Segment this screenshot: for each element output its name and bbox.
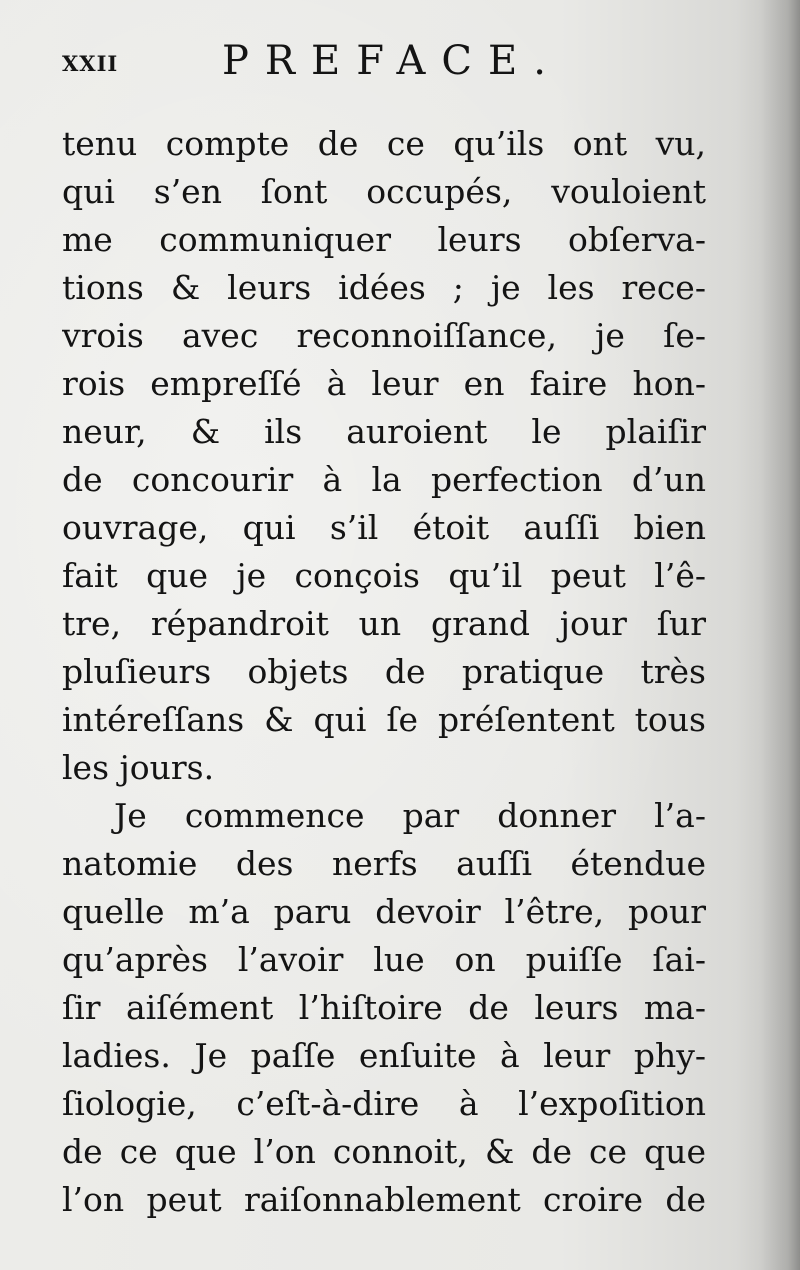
text-line: rois empreſſé à leur en faire hon- [62,364,706,403]
text-line: intéreſſans & qui ſe préſentent tous [62,700,706,739]
paragraph [62,792,706,1224]
text-line: ſiologie, c’eſt-à-dire à l’expoſition [62,1084,706,1123]
text-line: l’on peut raiſonnablement croire de [62,1180,706,1219]
text-line: qui s’en ſont occupés, vouloient [62,172,706,211]
text-line: ouvrage, qui s’il étoit auſſi bien [62,508,706,547]
text-line: me communiquer leurs obſerva- [62,220,706,259]
page-edge-shadow [760,0,800,1270]
text-line: pluſieurs objets de pratique très [62,652,706,691]
text-line: neur, & ils auroient le plaiſir [62,412,706,451]
text-line: les jours. [62,748,215,787]
text-line: de ce que l’on connoit, & de ce que [62,1132,706,1171]
text-line: de concourir à la perfection d’un [62,460,706,499]
body-text [62,120,706,1224]
text-line: natomie des nerfs auſſi étendue [62,844,706,883]
text-line: Je commence par donner l’a- [114,796,706,835]
text-line: qu’après l’avoir lue on puiſſe ſai- [62,940,706,979]
text-line: ſir aiſément l’hiſtoire de leurs ma- [62,988,706,1027]
text-line: vrois avec reconnoiſſance, je ſe- [62,316,706,355]
text-line: tenu compte de ce qu’ils ont vu, [62,124,706,163]
text-line: tre, répandroit un grand jour ſur [62,604,706,643]
paragraph [62,120,706,792]
text-line: quelle m’a paru devoir l’être, pour [62,892,706,931]
page-header [62,38,702,88]
text-line: fait que je conçois qu’il peut l’ê- [62,556,706,595]
text-line: tions & leurs idées ; je les rece- [62,268,706,307]
running-title: PREFACE. [222,38,562,84]
page-number: xxii [62,44,119,79]
text-line: ladies. Je paſſe enſuite à leur phy- [62,1036,706,1075]
